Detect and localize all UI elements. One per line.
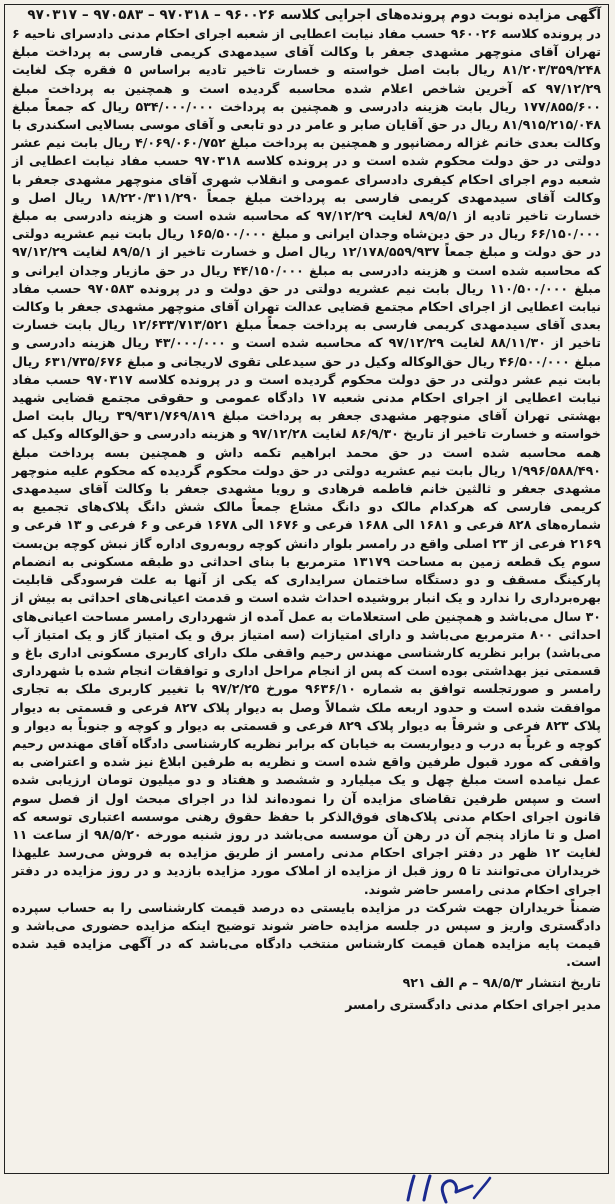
notice-note: ضمناً خریداران جهت شرکت در مزایده بایستی ده درصد قیمت کارشناسی را به حساب سپرده دادگستری واریز و سپس در جلسه مزایده حاضر شوند توضیح اینکه مزایده حضوری می‌باشد و قیمت پایه مزایده همان قیمت کارشناس منتخب دادگاه می‌باشد که در آگهی مزایده قید شده است.: [12, 899, 601, 970]
notice-body: در پرونده کلاسه ۹۶۰۰۲۶ حسب مفاد نیابت اعطایی از شعبه اجرای احکام مدنی دادسرای ناحیه ۶ تهران آقای منوچهر مشهدی جعفر با وکالت آقای سیدمهدی کریمی فارسی به پرداخت مبلغ ۸۱/۲۰۳/۳۵۹/۲۴۸ ریال بابت اصل خواسته و خسارت تاخیر تادیه براساس ۵ فقره چک لغایت ۹۷/۱۲/۲۹ که آخرین شاخص اعلام شده محاسبه گردیده است و همچنین به پرداخت مبلغ ۱۷۷/۸۵۵/۶۰۰ ریال بابت هزینه دادرسی و همچنین به پرداخت ۵۳۴/۰۰۰/۰۰۰ ریال که جمعاً مبلغ ۸۱/۹۱۵/۲۱۵/۰۴۸ ریال در حق آقایان صابر و عامر در دو تابعی و آقای موسی بسالایی اسکندری با وکالت بعدی خانم غزاله رمضانپور و همچنین به پرداخت مبلغ ۴/۰۶۹/۰۶۰/۷۵۲ ریال بابت نیم عشر دولتی در حق دولت محکوم شده است و در پرونده کلاسه ۹۷۰۳۱۸ حسب مفاد نیابت اعطایی از شعبه دوم اجرای احکام کیفری دادسرای عمومی و انقلاب شهری آقای منوچهر مشهدی جعفر با وکالت آقای سیدمهدی کریمی فارسی به پرداخت مبلغ جمعاً ۱۸/۲۲۰/۳۱۱/۲۹۰ ریال اصل و خسارت تاخیر تادیه از ۸۹/۵/۱ لغایت ۹۷/۱۲/۲۹ که محاسبه شده است و هزینه دادرسی به مبلغ ۶۶/۱۵۰/۰۰۰ ریال در حق دین‌شاه وجدان ایرانی و مبلغ ۱۶۵/۵۰۰/۰۰۰ ریال بابت نیم عشریه دولتی در حق دولت و مبلغ جمعاً ۱۲/۱۷۸/۵۵۹/۹۳۷ ریال اصل و خسارت تاخیر از ۸۹/۵/۱ لغایت ۹۷/۱۲/۲۹ که محاسبه شده است و هزینه دادرسی به مبلغ ۴۴/۱۵۰/۰۰۰ ریال در حق مازیار وجدان ایرانی و مبلغ ۱۱۰/۵۰۰/۰۰۰ ریال بابت نیم عشریه دولتی در حق دولت و در پرونده ۹۷۰۵۸۳ حسب مفاد نیابت اعطایی از اجرای احکام مجتمع قضایی عدالت تهران آقای منوچهر مشهدی جعفر با وکالت بعدی آقای سیدمهدی کریمی فارسی به پرداخت جمعاً مبلغ ۱۲/۶۳۳/۷۱۳/۵۲۱ ریال بابت خسارت تاخیر از ۸۸/۱۱/۳۰ لغایت ۹۷/۱۲/۲۹ که محاسبه شده است و ۴۳/۰۰۰/۰۰۰ ریال هزینه دادرسی و مبلغ ۴۶/۵۰۰/۰۰۰ ریال حق‌الوکاله وکیل در حق سیدعلی تقوی لاریجانی و مبلغ ۶۳۱/۷۳۵/۶۷۶ ریال بابت نیم عشر دولتی در حق دولت محکوم گردیده است و در پرونده کلاسه ۹۷۰۳۱۷ حسب مفاد نیابت اعطایی از اجرای احکام مدنی شعبه ۱۷ دادگاه عمومی و حقوقی مجتمع قضایی شهید بهشتی تهران آقای منوچهر مشهدی جعفر به پرداخت مبلغ ۳۹/۹۳۱/۷۶۹/۸۱۹ ریال بابت اصل خواسته و خسارت تاخیر از تاریخ ۸۶/۹/۳۰ لغایت ۹۷/۱۲/۲۸ و هزینه دادرسی و حق‌الوکاله وکیل که همه محاسبه شده است در حق محمد ابراهیم تکمه داش و همچنین بسه پرداخت مبلغ ۱/۹۹۶/۵۸۸/۴۹۰ ریال بابت نیم عشریه دولتی در حق دولت محکوم گردیده که محکوم علیه منوچهر مشهدی جعفر و ثالثین خانم فاطمه فرهادی و رویا مشهدی جعفر با وکالت آقای سیدمهدی کریمی فارسی که هرکدام مالک دو دانگ مشاع جمعاً مالک شش دانگ پلاک‌های تجمیع به شماره‌های ۸۲۸ فرعی و ۱۶۸۱ الی ۱۶۸۸ فرعی و ۱۶۷۶ الی ۱۶۷۸ فرعی و ۶ فرعی و ۱۳ فرعی و ۲۱۶۹ فرعی از ۲۳ اصلی واقع در رامسر بلوار دانش کوچه روبه‌روی اداره گاز نبش کوچه بن‌بست سوم یک قطعه زمین به مساحت ۱۳۱۷۹ مترمربع با بنای احداثی دو طبقه مسکونی به انضمام پارکینگ مسقف و دو دستگاه ساختمان سرایداری که یکی از آنها به علت فرسودگی قابلیت بهره‌برداری را ندارد و یک انبار بروشیده احداث شده است و قدمت اعیانی‌های احداثی به بیش از ۳۰ سال می‌باشد و همچنین طی استعلامات به عمل آمده از شهرداری رامسر مساحت اعیانی‌های احداثی ۸۰۰ مترمربع می‌باشد و دارای امتیازات (سه امتیاز برق و یک امتیاز گاز و یک امتیاز آب می‌باشد) برابر نظریه کارشناسی مهندس رحیم واقفی ملک دارای کاربری مسکونی اداری باغ و قسمتی نیز بهداشتی بوده است که پس از انجام مراحل اداری و توافقات انجام شده با شهرداری رامسر و صورتجلسه توافق به شماره ۹۶۳۶/۱۰ مورخ ۹۷/۲/۲۵ با تغییر کاربری ملک به تجاری موافقت شده است و حدود اربعه ملک شمالاً وصل به دیوار پلاک ۸۲۷ فرعی و قسمتی به دیوار پلاک ۸۲۳ فرعی و شرقاً به دیوار پلاک ۸۲۹ فرعی و قسمتی به دیوار و کوچه و جنوباً به دیوار و کوچه و غرباً به درب و دیواربست به خیابان که برابر نظریه کارشناسی دادگاه آقای مهندس رحیم واقفی که مورد قبول طرفین واقع شده است و نظریه به طرفین ابلاغ نیز شده و اعتراضی به عمل نیامده است مبلغ چهل و یک میلیارد و ششصد و هفتاد و دو میلیون تومان ارزیابی شده است و سپس طرفین تقاضای مزایده آن را نموده‌اند لذا در اجرای مبحث اول از فصل سوم قانون اجرای احکام مدنی پلاک‌های فوق‌الذکر با حفظ حقوق رهنی موسسه اعتباری توسعه که اصل و تا مازاد پنجم آن در رهن آن موسسه می‌باشد در روز شنبه مورخه ۹۸/۵/۲۰ از ساعت ۱۱ لغایت ۱۲ ظهر در دفتر اجرای احکام مدنی رامسر از طریق مزایده به فروش می‌رسد علیهذا خریداران می‌توانند تا ۵ روز قبل از مزایده از املاک مورد مزایده بازدید و در روز مزایده در دفتر اجرای احکام مدنی رامسر حاضر شوند.: [12, 26, 602, 897]
notice-title: آگهی مزایده نوبت دوم پرونده‌های اجرایی کلاسه ۹۶۰۰۲۶ – ۹۷۰۳۱۸ – ۹۷۰۵۸۳ – ۹۷۰۳۱۷: [27, 7, 601, 23]
handwritten-mark: [402, 1172, 494, 1204]
auction-notice: [12, 6, 601, 1014]
publish-date-line: تاریخ انتشار ۹۸/۵/۳ – م الف ۹۲۱: [402, 974, 601, 990]
issuer-signature-line: مدیر اجرای احکام مدنی دادگستری رامسر: [345, 996, 601, 1012]
